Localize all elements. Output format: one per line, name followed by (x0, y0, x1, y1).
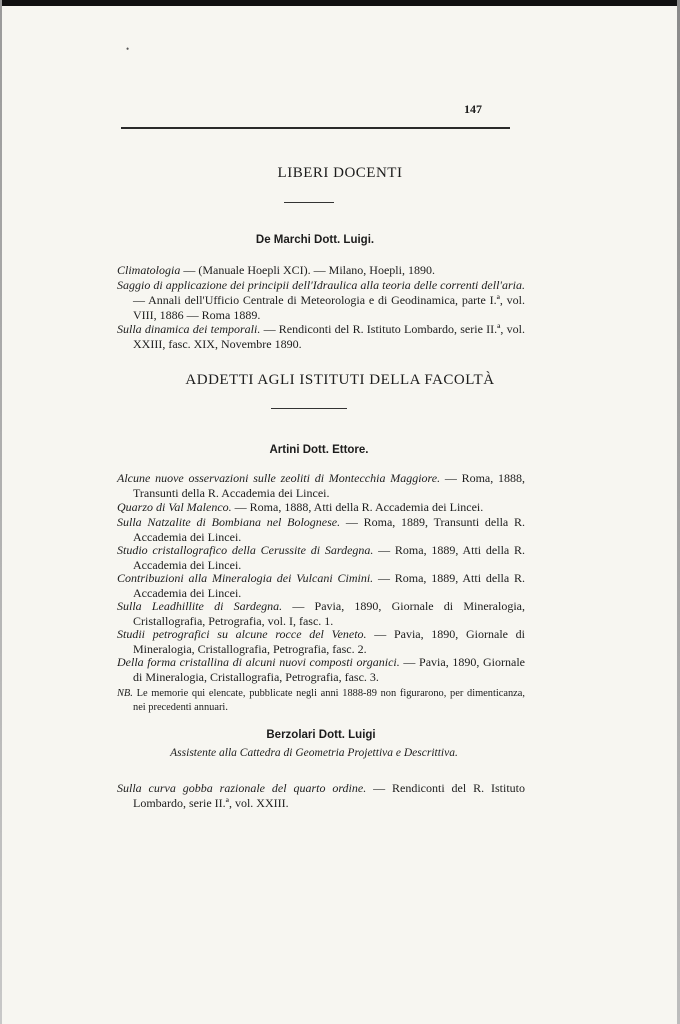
footnote-label: NB. (117, 688, 133, 699)
bibliography-entry (117, 627, 525, 657)
header-rule (121, 127, 510, 129)
entry-details: — Roma, 1889, Transunti della R. Accademia dei Lincei. (133, 515, 525, 544)
bibliography-entry (117, 655, 525, 685)
section-title-liberi-docenti: LIBERI DOCENTI (277, 165, 403, 181)
entry-title: Climatologia (117, 263, 181, 277)
entry-details: — Roma, 1888, Transunti della R. Accademia dei Lincei. (133, 471, 525, 500)
person-name-artini: Artini Dott. Ettore. (269, 444, 369, 456)
entry-details: — Roma, 1889, Atti della R. Accademia dei Lincei. (133, 571, 525, 600)
scan-speck: • (126, 44, 130, 54)
entry-title: Contribuzioni alla Mineralogia dei Vulcani Cimini. (117, 571, 374, 585)
bibliography-entry (117, 278, 525, 322)
bibliography-entry (117, 471, 525, 501)
footnote (117, 687, 525, 714)
scan-top-border (0, 0, 680, 6)
bibliography-entry (117, 599, 525, 629)
bibliography-entry (117, 571, 525, 601)
entry-details: — Annali dell'Ufficio Centrale di Meteorologia e di Geodinamica, parte I.ª, vol. VIII, 1886 — Roma 1889. (133, 292, 525, 322)
entry-details: — Rendiconti del R. Istituto Lombardo, serie II.ª, vol. XXIII, fasc. XIX, Novembre 1890. (133, 322, 525, 351)
entry-details: — Pavia, 1890, Giornale di Mineralogia, Cristallografia, Petrografia, fasc. 3. (133, 655, 525, 684)
person-role: Assistente alla Cattedra di Geometria Projettiva e Descrittiva. (170, 747, 458, 759)
entry-title: Studio cristallografico della Cerussite di Sardegna. (117, 543, 374, 557)
entry-details: — Pavia, 1890, Giornale di Mineralogia, Cristallografia, Petrografia, vol. I, fasc. 1. (133, 599, 525, 628)
bibliography-entry (117, 543, 525, 573)
entry-title: Della forma cristallina di alcuni nuovi composti organici. (117, 655, 400, 669)
person-name-de-marchi: De Marchi Dott. Luigi. (255, 234, 375, 246)
entry-title: Sulla Natzalite di Bombiana nel Bolognese. (117, 515, 341, 529)
entry-details: — Rendiconti del R. Istituto Lombardo, serie II.ª, vol. XXIII. (133, 781, 525, 810)
bibliography-entry (117, 500, 525, 515)
section-divider (284, 202, 334, 203)
bibliography-entry (117, 515, 525, 545)
entry-title: Sulla curva gobba razionale del quarto ordine. (117, 781, 367, 795)
section-divider (271, 408, 347, 409)
entry-title: Quarzo di Val Malenco. (117, 500, 232, 514)
entry-title: Alcune nuove osservazioni sulle zeoliti di Montecchia Maggiore. (117, 471, 441, 485)
entry-details: — Roma, 1888, Atti della R. Accademia dei Lincei. (231, 500, 484, 514)
section-title-addetti: ADDETTI AGLI ISTITUTI DELLA FACOLTÀ (185, 372, 495, 388)
bibliography-entry (117, 263, 525, 278)
entry-title: Studii petrografici su alcune rocce del Veneto. (117, 627, 367, 641)
entry-details: — Roma, 1889, Atti della R. Accademia dei Lincei. (133, 543, 525, 572)
entry-details: — (Manuale Hoepli XCI). — Milano, Hoepli, 1890. (180, 263, 435, 277)
entry-title: Sulla Leadhillite di Sardegna. (117, 599, 283, 613)
page-number: 147 (464, 102, 482, 116)
bibliography-entry (117, 781, 525, 811)
entry-details: — Pavia, 1890, Giornale di Mineralogia, Cristallografia, Petrografia, fasc. 2. (133, 627, 526, 656)
bibliography-entry (117, 322, 525, 352)
entry-title: Saggio di applicazione dei principii dell'Idraulica alla teoria delle correnti dell'aria. (117, 278, 525, 292)
entry-title: Sulla dinamica dei temporali. (117, 322, 261, 336)
person-name-berzolari: Berzolari Dott. Luigi (266, 729, 376, 741)
scan-left-edge (0, 0, 2, 1024)
footnote-text: Le memorie qui elencate, pubblicate negli anni 1888-89 non figurarono, per dimenticanza, nei precedenti annuari. (132, 688, 525, 713)
